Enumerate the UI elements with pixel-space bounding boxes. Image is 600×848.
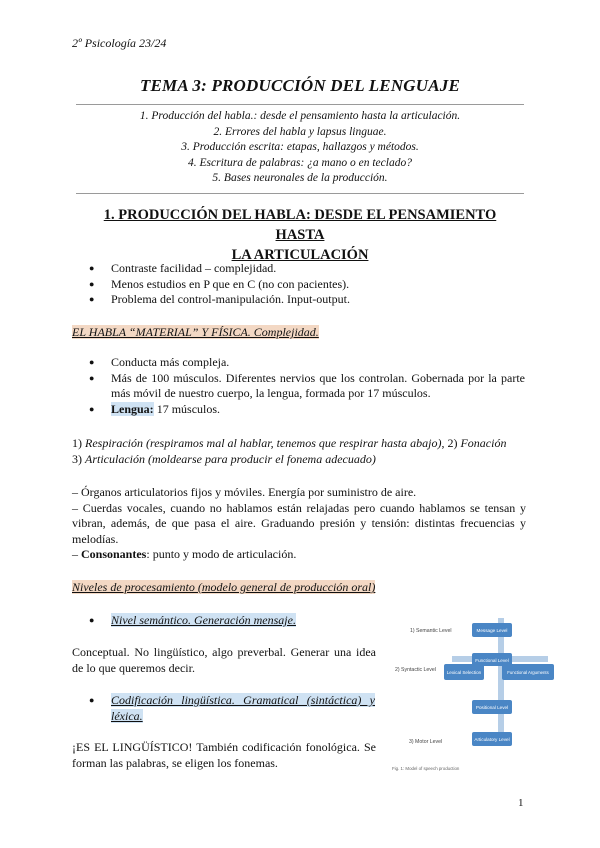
level1-paragraph: Conceptual. No lingüístico, algo preverbal. Generar una idea de lo que queremos decir. [72,645,376,675]
subsection-heading-text: EL HABLA “MATERIAL” Y FÍSICA. Complejidad. [72,325,319,339]
diagram-box-label: Functional Arguments [507,670,549,675]
level1-bullet-list [75,613,375,629]
list-item: ● Menos estudios en P que en C (no con pacientes). [75,277,525,293]
note-dash: – [72,547,81,561]
note-bold: Consonantes [81,547,147,561]
level-bullet-text: Nivel semántico. Generación mensaje. [111,613,296,627]
list-item-text: 17 músculos. [153,401,221,416]
list-item [75,613,375,629]
list-item [75,402,525,418]
phase-number: , 2) [441,436,461,450]
intro-bullet-list [75,261,525,308]
list-item [75,693,375,724]
document-header: 2º Psicología 23/24 [72,36,167,50]
diagram-level-label: 1) Semantic Level [410,628,452,634]
note-line: – Cuerdas vocales, cuando no hablamos están relajadas pero cuando hablamos se tensan y vibran, además, de que pasa el aire. Graduando presión y tensión: distintas frecuencias y melodías. [72,500,526,546]
section-heading-line: LA ARTICULACIÓN [231,247,369,263]
diagram-box-label: Lexical Selection [446,670,482,675]
level2-paragraph: ¡ES EL LINGÜÍSTICO! También codificación fonológica. Se forman las palabras, se eligen los fonemas. [72,740,376,770]
diagram-level-label: 3) Motor Level [409,739,443,745]
diagram-spine [498,618,504,746]
note-text: : punto y modo de articulación. [146,547,297,561]
material-bullet-list [75,355,525,417]
title-divider [76,104,524,105]
list-item: ● Más de 100 músculos. Diferentes nervios que los controlan. Gobernada por la parte más móvil de nuestro cuerpo, la lengua, formada por 17 músculos. [75,371,525,402]
table-of-contents [0,109,600,187]
toc-item: 3. Producción escrita: etapas, hallazgos y métodos. [181,141,419,154]
phases-paragraph [72,436,526,467]
phase-label: Articulación (moldearse para producir el fonema adecuado) [85,451,376,466]
phases-line [72,452,526,468]
diagram-box-label: Positional Level [475,705,509,710]
phase-desc: (respiramos mal al hablar, tenemos que respirar hasta abajo) [143,436,442,450]
section-heading-line: 1. PRODUCCIÓN DEL HABLA: DESDE EL PENSAMIENTO HASTA [103,207,497,243]
level-bullet-text: Codificación lingüística. Gramatical (sintáctica) y léxica. [111,693,375,723]
phase-label: Respiración [85,436,143,450]
phase-label: Fonación [460,436,507,450]
list-item: ● Conducta más compleja. [75,355,525,371]
diagram-level-label: 2) Syntactic Level [395,667,436,673]
toc-divider [76,193,524,194]
note-line: – Órganos articulatorios fijos y móviles. Energía por suministro de aire. [72,485,417,499]
diagram-box-label: Articulatory Level [474,737,510,742]
phase-number: 1) [72,436,85,450]
levels-heading-text: Niveles de procesamiento (modelo general de producción oral) [72,580,376,594]
toc-item: 4. Escritura de palabras: ¿a mano o en teclado? [188,156,412,169]
levels-heading [72,580,375,595]
toc-item: 5. Bases neuronales de la producción. [212,172,388,185]
subsection-heading [72,325,319,340]
list-item: ● Problema del control-manipulación. Input-output. [75,292,525,308]
toc-item: 1. Producción del habla.: desde el pensamiento hasta la articulación. [139,110,461,122]
page-number: 1 [518,797,524,809]
notes-paragraph [72,485,526,563]
list-item-bold: Lengua: [111,401,154,416]
note-line [72,547,526,563]
speech-production-diagram [392,612,562,774]
diagram-caption: Fig. 1: Model of speech production [392,766,460,771]
section-heading [80,205,520,265]
page-title: TEMA 3: PRODUCCIÓN DEL LENGUAJE [139,76,461,95]
level2-bullet-list [75,693,375,724]
diagram-box-label: Functional Level [475,658,509,663]
phase-number: 3) [72,451,85,466]
diagram-box-label: Message Level [476,628,508,633]
list-item: ● Contraste facilidad – complejidad. [75,261,525,277]
phases-line [72,436,526,452]
toc-item: 2. Errores del habla y lapsus linguae. [213,125,387,138]
